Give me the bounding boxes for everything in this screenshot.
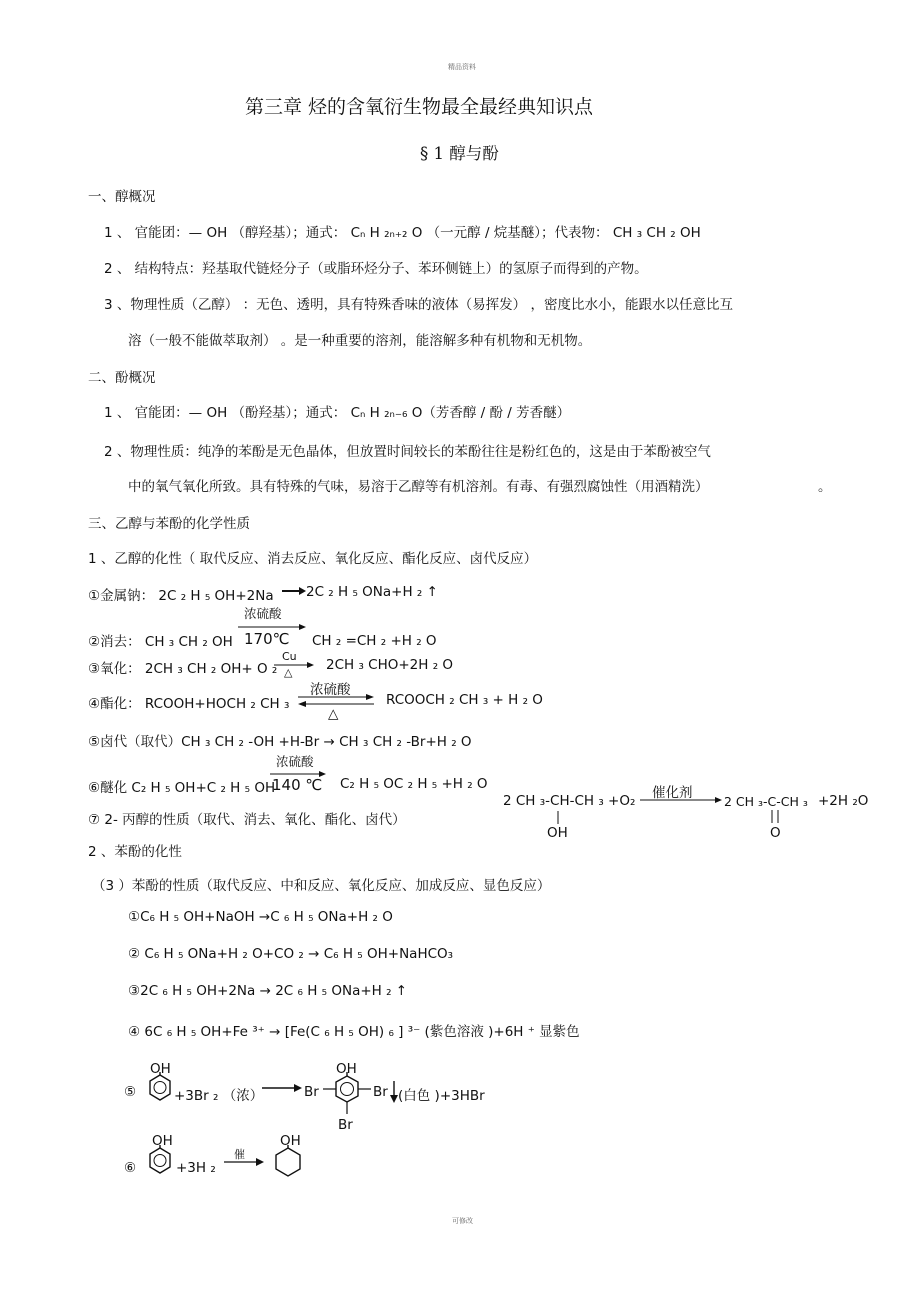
cyclohexane-ring-icon	[274, 1147, 302, 1177]
tribromophenol-oh-label: OH	[336, 1061, 357, 1077]
reaction-esterification-right: RCOOCH ₂ CH ₃ + H ₂ O	[386, 692, 543, 708]
phenol-reaction-1: ①C₆ H ₅ OH+NaOH →C ₆ H ₅ ONa+H ₂ O	[128, 909, 393, 925]
ethanol-heading: 1 、乙醇的化性（ 取代反应、消去反应、氧化反应、酯化反应、卤代反应）	[88, 551, 538, 567]
oxidation-condition-top: Cu	[282, 650, 297, 663]
bromination-reagent: +3Br ₂ （浓）	[174, 1088, 264, 1104]
phenol-oh-label: OH	[150, 1061, 171, 1077]
propanol-oh-group: OH	[547, 825, 568, 841]
propanol-equation-right: 2 CH ₃-C-CH ₃	[724, 794, 808, 809]
part1-line1: 1 、 官能团：— OH （醇羟基）；通式： Cₙ H ₂ₙ₊₂ O （一元醇 / 烷基醚）；代表物： CH ₃ CH ₂ OH	[104, 225, 701, 241]
phenol-heading: 2 、苯酚的化性	[88, 844, 182, 860]
page-title: 第三章 烃的含氧衍生物最全最经典知识点	[245, 96, 594, 118]
bromine-left-label: Br	[304, 1084, 319, 1100]
arrow-icon	[274, 660, 314, 670]
benzene-ring-icon	[148, 1147, 172, 1175]
tribromophenol-ring-icon	[321, 1074, 377, 1118]
reaction-sodium-right: 2C ₂ H ₅ ONa+H ₂ ↑	[306, 584, 438, 600]
reaction-sodium-left: ①金属钠： 2C ₂ H ₅ OH+2Na	[88, 588, 274, 604]
part1-line2: 2 、 结构特点：羟基取代链烃分子（或脂环烃分子、苯环侧链上）的氢原子而得到的产物。	[104, 261, 648, 277]
dehydration-condition-bottom: 170℃	[244, 630, 290, 648]
part1-line3: 3 、物理性质（乙醇） ：无色、透明，具有特殊香味的液体（易挥发） ，密度比水小，能跟水以任意比互	[104, 297, 733, 313]
phenol-reaction-5-number: ⑤	[124, 1084, 137, 1100]
esterification-condition-bottom: △	[328, 706, 339, 722]
part3-heading: 三、乙醇与苯酚的化学性质	[88, 516, 250, 532]
acetone-o-group: O	[770, 825, 781, 841]
section-title: § 1 醇与酚	[420, 144, 499, 163]
double-bond-icon	[770, 810, 780, 824]
phenol-subheading: （3 ）苯酚的性质（取代反应、中和反应、氧化反应、加成反应、显色反应）	[92, 878, 551, 894]
reaction-oxidation-left: ③氧化： 2CH ₃ CH ₂ OH+ O ₂	[88, 661, 278, 677]
etherification-condition-top: 浓硫酸	[276, 754, 314, 769]
phenol-reaction-2: ② C₆ H ₅ ONa+H ₂ O+CO ₂ → C₆ H ₅ OH+NaHCO₃	[128, 946, 454, 962]
part2-line3: 中的氧气氧化所致。具有特殊的气味，易溶于乙醇等有机溶剂。有毒、有强烈腐蚀性（用酒精洗）	[128, 479, 709, 495]
arrow-icon	[640, 795, 722, 805]
propanol-equation-left: 2 CH ₃-CH-CH ₃ +O₂	[503, 793, 636, 809]
esterification-condition-top: 浓硫酸	[310, 682, 351, 698]
footer-note: 可修改	[452, 1217, 473, 1225]
etherification-condition-bottom: 140 ℃	[272, 776, 323, 794]
hydrogenation-reagent: +3H ₂	[176, 1160, 216, 1176]
part2-line3-end: 。	[818, 479, 832, 495]
arrow-icon	[262, 1083, 302, 1093]
reaction-dehydration-right: CH ₂ =CH ₂ +H ₂ O	[312, 633, 437, 649]
benzene-ring-icon	[148, 1074, 172, 1102]
part2-line2: 2 、物理性质：纯净的苯酚是无色晶体，但放置时间较长的苯酚往往是粉红色的，这是由于苯酚被空气	[104, 444, 711, 460]
bromination-tail: (白色 )+3HBr	[398, 1088, 485, 1104]
arrow-icon	[224, 1157, 264, 1167]
precipitate-arrow-icon	[390, 1081, 398, 1103]
bromine-bottom-label: Br	[338, 1117, 353, 1133]
hydrogenation-catalyst: 催	[234, 1148, 245, 1161]
phenol-reaction-3: ③2C ₆ H ₅ OH+2Na → 2C ₆ H ₅ ONa+H ₂ ↑	[128, 983, 408, 999]
cyclohexanol-oh-label: OH	[280, 1133, 301, 1149]
reaction-etherification-left: ⑥醚化 C₂ H ₅ OH+C ₂ H ₅ OH	[88, 780, 276, 796]
reaction-etherification-right: C₂ H ₅ OC ₂ H ₅ +H ₂ O	[340, 776, 488, 792]
phenol-reaction-6-number: ⑥	[124, 1160, 137, 1176]
reaction-oxidation-right: 2CH ₃ CHO+2H ₂ O	[326, 657, 454, 673]
reaction-esterification-left: ④酯化： RCOOH+HOCH ₂ CH ₃	[88, 696, 290, 712]
propanol-water: +2H ₂O	[818, 793, 869, 809]
part2-heading: 二、酚概况	[88, 370, 156, 386]
oxidation-condition-bottom: △	[284, 666, 293, 679]
dehydration-condition-top: 浓硫酸	[244, 606, 282, 621]
header-note: 精品资料	[448, 63, 476, 71]
phenol-oh-label-2: OH	[152, 1133, 173, 1149]
part2-line1: 1 、 官能团：— OH （酚羟基）；通式： Cₙ H ₂ₙ₋₆ O（芳香醇 / 酚 / 芳香醚）	[104, 405, 571, 421]
phenol-reaction-4: ④ 6C ₆ H ₅ OH+Fe ³⁺ → [Fe(C ₆ H ₅ OH) ₆ ] ³⁻ (紫色溶液 )+6H ⁺ 显紫色	[128, 1024, 580, 1040]
arrow-icon	[282, 585, 306, 597]
reaction-dehydration-left: ②消去： CH ₃ CH ₂ OH	[88, 634, 233, 650]
part1-heading: 一、醇概况	[88, 189, 156, 205]
propanol-properties: ⑦ 2- 丙醇的性质（取代、消去、氧化、酯化、卤代）	[88, 812, 406, 828]
single-bond-icon	[556, 811, 560, 825]
reaction-halogenation: ⑤卤代（取代）CH ₃ CH ₂ -OH +H-Br → CH ₃ CH ₂ -Br+H ₂ O	[88, 734, 472, 750]
bromine-right-label: Br	[373, 1084, 388, 1100]
part1-line4: 溶（一般不能做萃取剂） 。是一种重要的溶剂，能溶解多种有机物和无机物。	[128, 333, 592, 349]
propanol-catalyst: 催化剂	[652, 785, 693, 801]
